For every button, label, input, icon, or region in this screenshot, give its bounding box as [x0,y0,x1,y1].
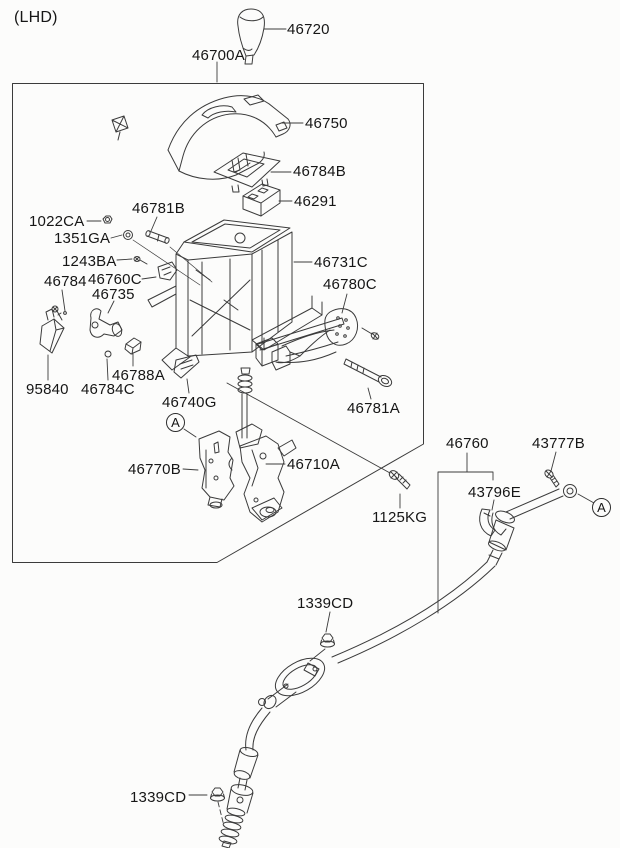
part-label-46781B: 46781B [132,200,185,217]
part-label-1351GA: 1351GA [54,230,111,247]
part-label-46710A: 46710A [287,456,340,473]
nut-1022CA-drawing [103,216,112,223]
part-label-95840: 95840 [26,381,69,398]
shift-cable-drawing [218,485,576,848]
part-label-43796E: 43796E [468,484,521,501]
part-label-1125KG: 1125KG [372,509,428,526]
flange-nut-lower-drawing [211,788,225,801]
part-label-46740G: 46740G [162,394,217,411]
part-label-46784B: 46784B [293,163,346,180]
part-label-46291: 46291 [294,193,337,210]
flange-nut-upper-drawing [321,634,335,647]
shift-bracket-drawing [148,220,344,370]
part-label-46750: 46750 [305,115,348,132]
part-label-46700A: 46700A [192,47,245,64]
part-label-46781A: 46781A [347,400,400,417]
strap-46740G-drawing [174,355,199,378]
block-46788A-drawing [125,338,141,354]
bolt-1125KG-drawing [388,469,410,489]
console-cover-drawing [112,95,290,179]
part-label-1243BA: 1243BA [62,253,117,270]
part-label-46784C: 46784C [81,381,135,398]
support-bracket-46770B-drawing [199,431,234,508]
lever-46735-drawing [90,309,123,338]
part-label-46770B: 46770B [128,461,181,478]
part-label-43777B: 43777B [532,435,585,452]
sensor-95840-drawing [40,309,64,353]
leader-lines [48,29,594,826]
part-label-46735: 46735 [92,286,135,303]
part-label-46760: 46760 [446,435,489,452]
shift-lever-46710A-drawing [229,424,296,522]
part-label-46780C: 46780C [323,276,377,293]
part-label-1339CD-lower: 1339CD [130,789,187,806]
part-label-46720: 46720 [287,21,330,38]
ball-46784C-drawing [105,351,111,357]
part-label-46788A: 46788A [112,367,165,384]
assembly-boundary-box [13,84,424,563]
washer-1351GA-drawing [124,231,133,240]
mounting-bolt-46781A-drawing [344,359,394,389]
part-label-1339CD-upper: 1339CD [297,595,354,612]
clamp-46760C-drawing [158,262,177,280]
part-label-46760C: 46760C [88,271,142,288]
drive-note-label: (LHD) [14,9,58,26]
screw-1243BA-drawing [134,257,147,265]
view-marker-a-right: A [592,498,611,517]
part-label-1022CA: 1022CA [29,213,85,230]
indicator-bracket-drawing [243,184,280,216]
view-marker-a-left: A [166,413,185,432]
part-label-46731C: 46731C [314,254,368,271]
part-label-46784: 46784 [44,273,87,290]
